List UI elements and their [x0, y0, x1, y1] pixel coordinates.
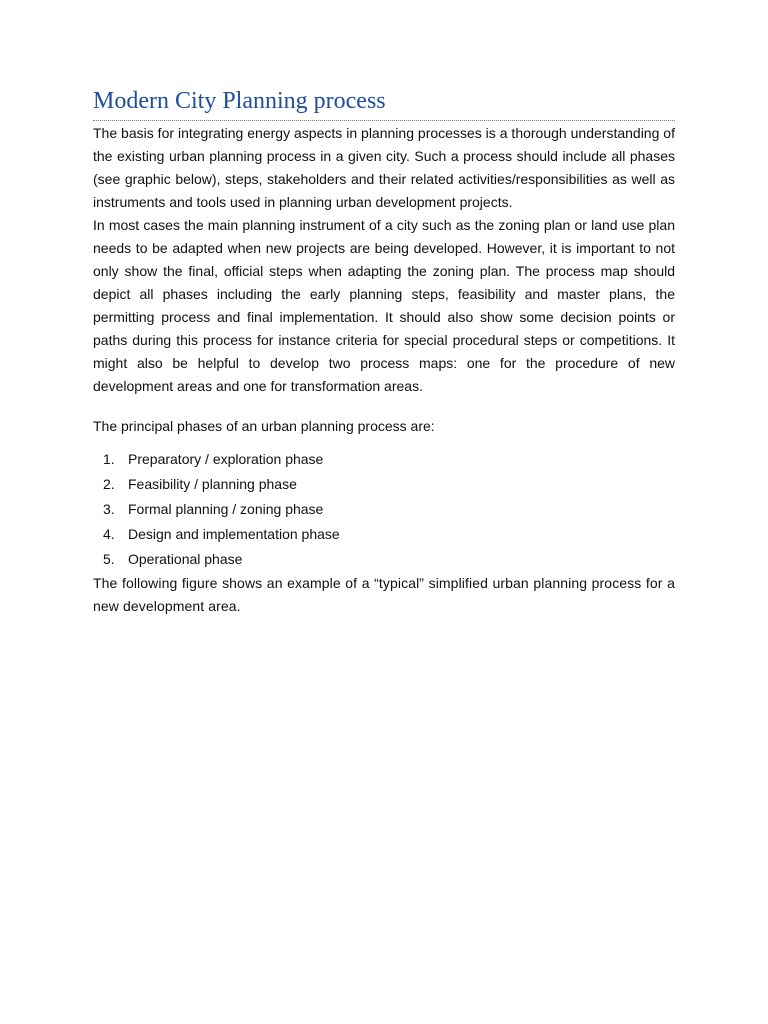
list-item — [93, 447, 675, 472]
closing-paragraph: The following figure shows an example of a “typical” simplified urban planning process for a new development area. — [93, 575, 675, 614]
list-item-number: 3. — [103, 501, 115, 517]
list-item-label: Formal planning / zoning phase — [128, 501, 324, 517]
list-item — [93, 522, 675, 547]
planning-instrument-paragraph: In most cases the main planning instrument of a city such as the zoning plan or land use plan needs to be adapted when new projects are being developed. However, it is important to not only show the final, official steps when adapting the zoning plan. The process map should depict all phases including the early planning steps, feasibility and master plans, the permitting process and final implementation. It should also show some decision points or paths during this process for instance criteria for special procedural steps or competitions. It might also be helpful to develop two process maps: one for the procedure of new development areas and one for transformation areas. — [93, 217, 675, 394]
list-item-label: Operational phase — [128, 551, 243, 567]
list-item — [93, 497, 675, 522]
list-item — [93, 547, 675, 572]
list-item-number: 4. — [103, 526, 115, 542]
list-item-label: Feasibility / planning phase — [128, 476, 297, 492]
list-item-number: 5. — [103, 551, 115, 567]
list-item-number: 1. — [103, 451, 115, 467]
list-item-number: 2. — [103, 476, 115, 492]
phases-intro: The principal phases of an urban planning process are: — [93, 418, 435, 434]
document-page — [93, 86, 675, 618]
list-item — [93, 472, 675, 497]
page-title: Modern City Planning process — [93, 86, 675, 121]
list-item-label: Preparatory / exploration phase — [128, 451, 324, 467]
list-item-label: Design and implementation phase — [128, 526, 340, 542]
phase-list — [93, 447, 675, 572]
intro-paragraph: The basis for integrating energy aspects in planning processes is a thorough understanding of the existing urban planning process in a given city. Such a process should include all phases (see graphic below), steps, stakeholders and their related activities/responsibilities as well as instruments and tools used in planning urban development projects. — [93, 125, 675, 210]
